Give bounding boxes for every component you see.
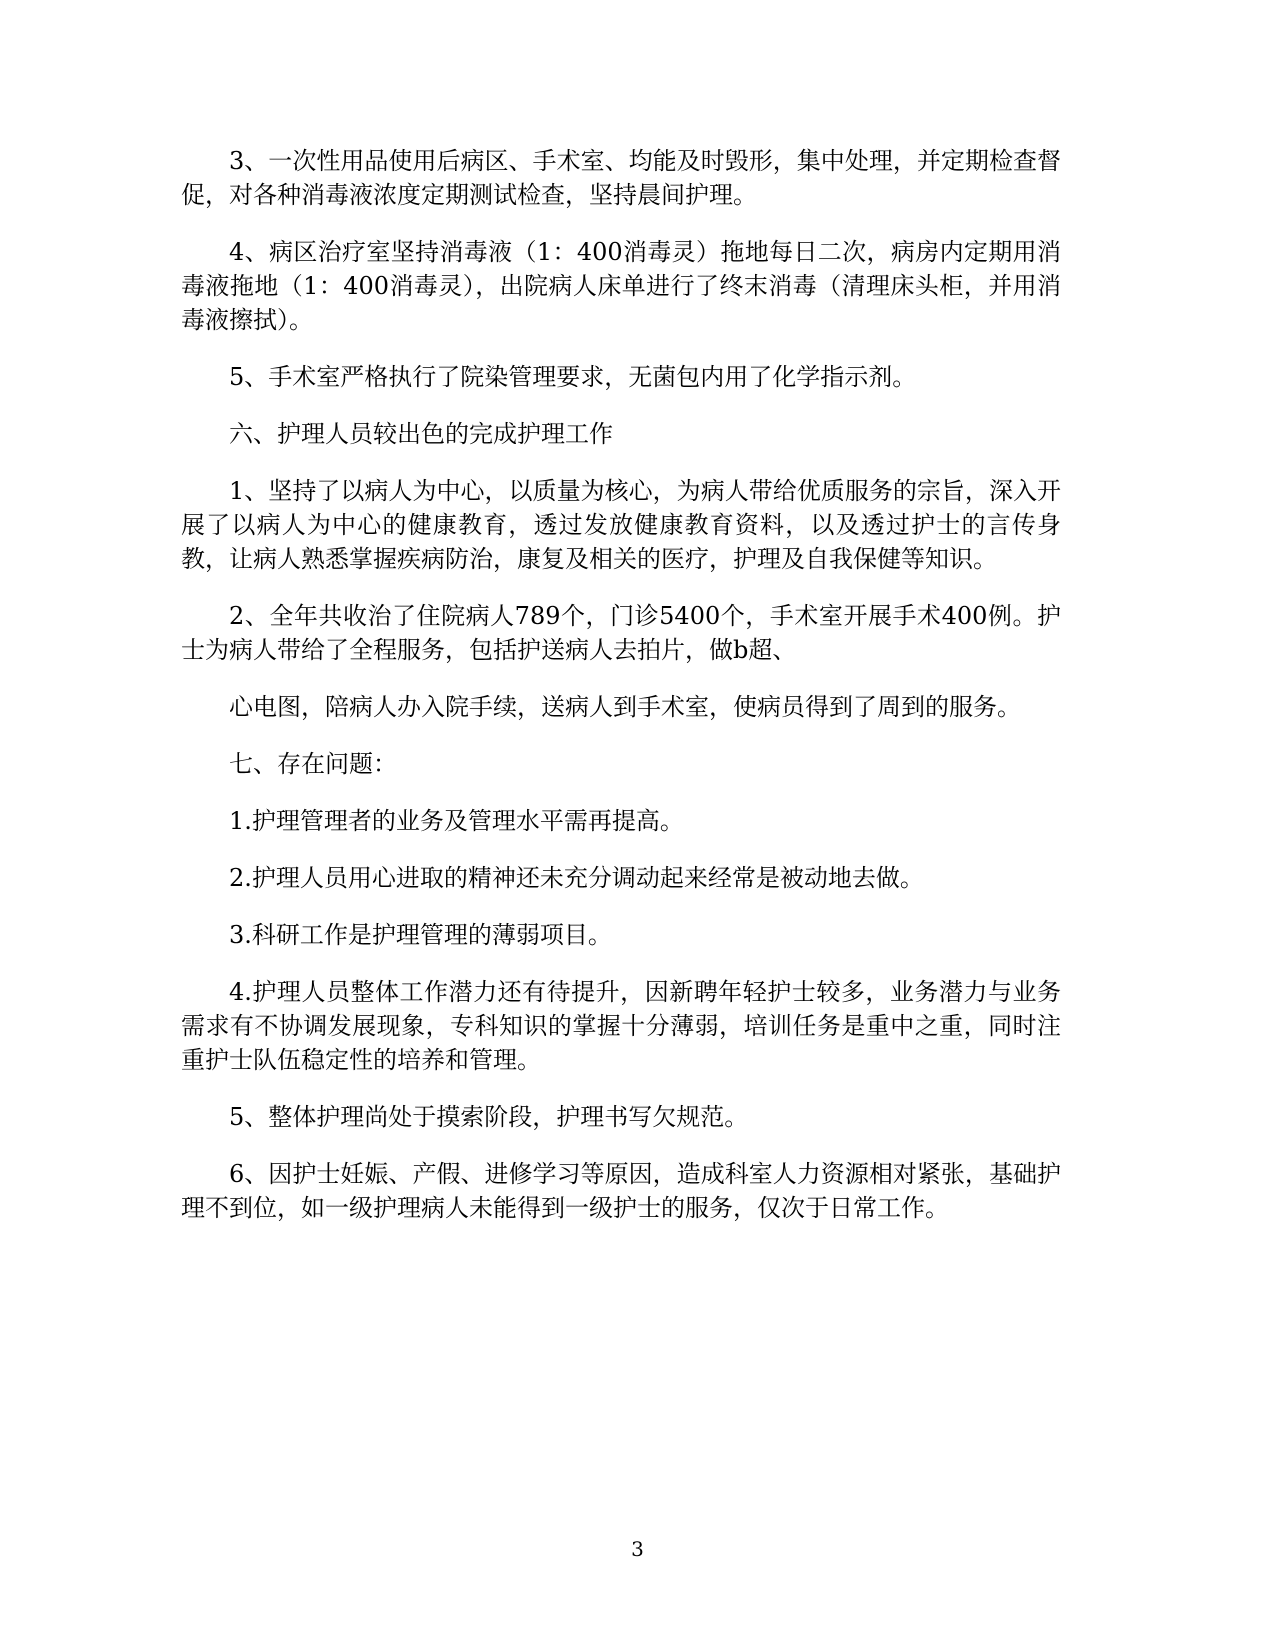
page-number: 3 [631, 1537, 644, 1561]
problem-item-5: 5、整体护理尚处于摸索阶段，护理书写欠规范。 [229, 1103, 749, 1131]
section-heading-seven: 七、存在问题： [229, 750, 397, 778]
paragraph-disposable-items: 3、一次性用品使用后病区、手术室、均能及时毁形，集中处理，并定期检查督促，对各种消毒液浓度定期测试检查，坚持晨间护理。 [181, 147, 1061, 209]
paragraph-annual-stats-continued: 心电图，陪病人办入院手续，送病人到手术室，使病员得到了周到的服务。 [229, 693, 1021, 721]
paragraph-annual-stats: 2、全年共收治了住院病人789个，门诊5400个，手术室开展手术400例。护士为病人带给了全程服务，包括护送病人去拍片，做b超、 [181, 602, 1061, 664]
problem-item-3: 3.科研工作是护理管理的薄弱项目。 [229, 921, 612, 949]
document-body [181, 144, 1061, 1248]
problem-item-6: 6、因护士妊娠、产假、进修学习等原因，造成科室人力资源相对紧张，基础护理不到位，如一级护理病人未能得到一级护士的服务，仅次于日常工作。 [181, 1160, 1061, 1222]
section-heading-six: 六、护理人员较出色的完成护理工作 [229, 420, 613, 448]
paragraph-patient-centered: 1、坚持了以病人为中心，以质量为核心，为病人带给优质服务的宗旨，深入开展了以病人为中心的健康教育，透过发放健康教育资料，以及透过护士的言传身教，让病人熟悉掌握疾病防治，康复及相关的医疗，护理及自我保健等知识。 [181, 477, 1061, 573]
paragraph-disinfection-ward: 4、病区治疗室坚持消毒液（1：400消毒灵）拖地每日二次，病房内定期用消毒液拖地（1：400消毒灵），出院病人床单进行了终末消毒（清理床头柜，并用消毒液擦拭）。 [181, 238, 1061, 334]
problem-item-1: 1.护理管理者的业务及管理水平需再提高。 [229, 807, 684, 835]
paragraph-operating-room: 5、手术室严格执行了院染管理要求，无菌包内用了化学指示剂。 [229, 363, 917, 391]
problem-item-4: 4.护理人员整体工作潜力还有待提升，因新聘年轻护士较多，业务潜力与业务需求有不协调发展现象，专科知识的掌握十分薄弱，培训任务是重中之重，同时注重护士队伍稳定性的培养和管理。 [181, 978, 1061, 1074]
problem-item-2: 2.护理人员用心进取的精神还未充分调动起来经常是被动地去做。 [229, 864, 924, 892]
